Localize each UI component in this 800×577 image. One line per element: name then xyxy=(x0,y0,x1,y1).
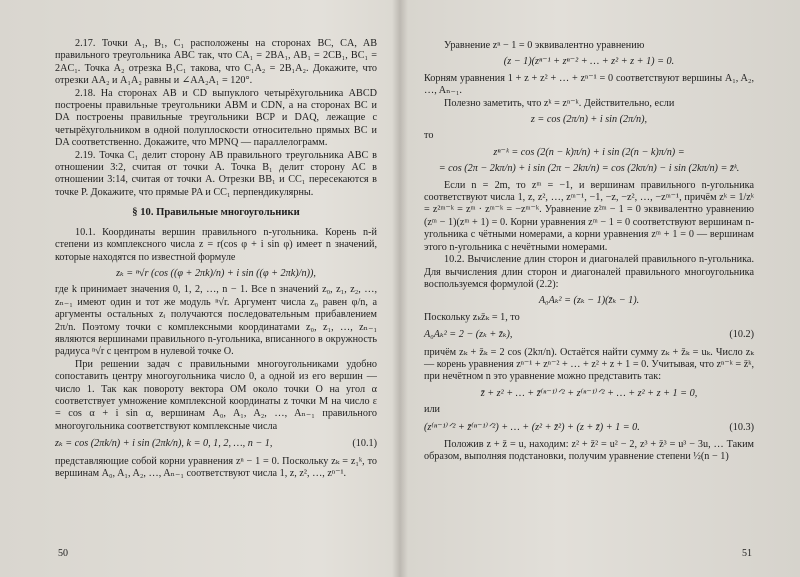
page-number-left: 50 xyxy=(58,548,68,559)
paragraph-sum: причём zₖ + z̄ₖ = 2 cos (2kπ/n). Остаётся найти сумму zₖ + z̄ₖ = uₖ. Число zₖ — корень уравнения zⁿ⁻¹ + zⁿ⁻² + … + z² + z + 1 = 0. Учитывая, что zⁿ⁻ᵏ = z̄ᵏ, при нечётном n это уравнение можно представить так: xyxy=(424,346,754,383)
formula-10-1-body: zₖ = cos (2πk/n) + i sin (2πk/n), k = 0, 1, 2, …, n − 1, xyxy=(55,438,273,450)
paragraph-roots-explanation: где k принимает значения 0, 1, 2, …, n − 1. Все n значений z₀, z₁, z₂, …, zₙ₋₁ имеют один и тот же модуль ⁿ√r. Аргумент числа z₀ равен φ/n, а аргументы остальных zᵢ получаются последовательным прибавлением 2π/n. Поэтому точки с комплексными координатами z₀, z₁, …, zₙ₋₁ являются вершинами правильного n-угольника, вписанного в окружность радиуса ⁿ√r с центром в нулевой точке O. xyxy=(55,284,377,358)
formula-10-3-number: (10.3) xyxy=(729,421,754,433)
paragraph-even-n: Если n = 2m, то zᵐ = −1, и вершинам правильного n-угольника соответствуют числа 1, z, z², …, zᵐ⁻¹, −1, −z, −z², …, −zᵐ⁻¹, причём zᵏ = 1/zᵏ = z²ᵐ⁻ᵏ = zᵐ · zᵐ⁻ᵏ = −zᵐ⁻ᵏ. Уравнение z²ᵐ − 1 = 0 эквивалентно уравнению (zᵐ − 1)(zᵐ + 1) = 0. Корни уравнения zᵐ − 1 = 0 соответствуют вершинам n-угольника с чётными номерами, а корни уравнения zᵐ + 1 = 0 — вершинам этого n-угольника с нечётными номерами. xyxy=(424,179,754,253)
right-page-text xyxy=(424,40,754,464)
formula-10-1-number: (10.1) xyxy=(352,438,377,450)
formula-odd-n-sum: z̄ + z² + … + z̄⁽ⁿ⁻¹⁾ᐟ² + z⁽ⁿ⁻¹⁾ᐟ² + … + z² + z + 1 = 0, xyxy=(480,387,698,399)
page-number-right: 51 xyxy=(742,548,752,559)
paragraph-10-2: 10.2. Вычисление длин сторон и диагоналей правильного n-угольника. Для вычисления длин сторон и диагоналей правильного многоугольника воспользуемся формулой (2.2): xyxy=(424,254,754,290)
formula-10-3 xyxy=(424,422,754,434)
formula-10-2-number: (10.2) xyxy=(729,329,754,341)
formula-distance-squared: A₀Aₖ² = (zₖ − 1)(z̄ₖ − 1). xyxy=(538,295,640,307)
formula-10-2 xyxy=(424,329,754,341)
formula-10-2-body: A₀Aₖ² = 2 − (zₖ + z̄ₖ), xyxy=(424,329,513,341)
paragraph-roots-of-unity: представляющие собой корни уравнения zⁿ − 1 = 0. Поскольку zₖ = z₁ᵏ, то вершинам A₀, A₁, A₂, …, Aₙ₋₁ соответствуют числа 1, z, z², …, zⁿ⁻¹. xyxy=(55,455,377,479)
paragraph-polygon-vertices: При решении задач с правильными многоугольниками удобно сопоставить центру многоугольника число 0, а одной из его вершин — число 1. Так как повороту вектора OM около точки O на угол α соответствует умножение комплексной координаты z точки M на число ε = cos α + i sin α, вершинам A₀, A₁, A₂, …, Aₙ₋₁ правильного многоугольника соответствуют комплексные числа xyxy=(55,358,377,432)
word-then: то xyxy=(424,130,434,142)
paragraph-since: Поскольку zₖz̄ₖ = 1, то xyxy=(424,311,520,323)
left-page xyxy=(0,0,398,577)
word-or: или xyxy=(424,404,440,416)
formula-factorization: (z − 1)(zⁿ⁻¹ + zⁿ⁻² + … + z² + z + 1) = 0. xyxy=(503,56,675,68)
formula-10-1 xyxy=(55,438,377,450)
left-page-text xyxy=(55,38,377,480)
formula-10-3-body: (z⁽ⁿ⁻¹⁾ᐟ² + z̄⁽ⁿ⁻¹⁾ᐟ²) + … + (z² + z̄²) + (z + z̄) + 1 = 0. xyxy=(424,421,640,433)
section-heading: § 10. Правильные многоугольники xyxy=(132,207,300,219)
paragraph-substitution: Положив z + z̄ = u, находим: z² + z̄² = u² − 2, z³ + z̄³ = u³ − 3u, … Таким образом, выполняя подстановки, получим уравнение степени ½(n − 1) xyxy=(424,438,754,463)
formula-z-power-1: zⁿ⁻ᵏ = cos (2(n − k)π/n) + i sin (2(n − k)π/n) = xyxy=(493,146,685,158)
right-page xyxy=(402,0,800,577)
paragraph-vertices-roots: Корням уравнения 1 + z + z² + … + zⁿ⁻¹ = 0 соответствуют вершины A₁, A₂, …, Aₙ₋₁. xyxy=(424,72,754,97)
problem-2-19: 2.19. Точка C₁ делит сторону AB правильного треугольника ABC в отношении 3:2, считая от точки A. Точка B₁ делит сторону AC в отношении 3:14, считая от точки A. Отрезки BB₁ и CC₁ пересекаются в точке P. Докажите, что прямые PA и CC₁ перпендикулярны. xyxy=(55,149,377,198)
paragraph-equivalent-equation: Уравнение zⁿ − 1 = 0 эквивалентно уравнению xyxy=(444,40,645,51)
problem-2-17: 2.17. Точки A₁, B₁, C₁ расположены на сторонах BC, CA, AB правильного треугольника ABC так, что CA₁ = 2BA₁, AB₁ = 2CB₁, BC₁ = 2AC₁. Точка A₂ отрезка B₁C₁ такова, что C₁A₂ = 2B₁A₂. Докажите, что отрезки AA₂ и A₁A₂ равны и ∠AA₂A₁ = 120°. xyxy=(55,38,377,87)
formula-roots: zₖ = ⁿ√r (cos ((φ + 2πk)/n) + i sin ((φ + 2πk)/n)), xyxy=(116,267,316,279)
formula-z-power-2: = cos (2π − 2kπ/n) + i sin (2π − 2kπ/n) = cos (2kπ/n) − i sin (2kπ/n) = z̄ᵏ. xyxy=(438,163,740,175)
paragraph-conjugate-note: Полезно заметить, что zᵏ = zⁿ⁻ᵏ. Действительно, если xyxy=(444,97,675,109)
paragraph-10-1: 10.1. Координаты вершин правильного n-угольника. Корень n-й степени из комплексного числа z = r(cos φ + i sin φ) имеет n значений, которые находятся по известной формуле xyxy=(55,226,377,263)
problem-2-18: 2.18. На сторонах AB и CD выпуклого четырёхугольника ABCD построены правильные треугольники ABM и CDN, а на сторонах BC и DA построены правильные треугольники BCP и DAQ, лежащие с четырёхугольником в одной полуплоскости относительно прямых BC и DA соответственно. Докажите, что MPNQ — параллелограмм. xyxy=(55,87,377,149)
formula-z-definition: z = cos (2π/n) + i sin (2π/n), xyxy=(530,114,648,126)
